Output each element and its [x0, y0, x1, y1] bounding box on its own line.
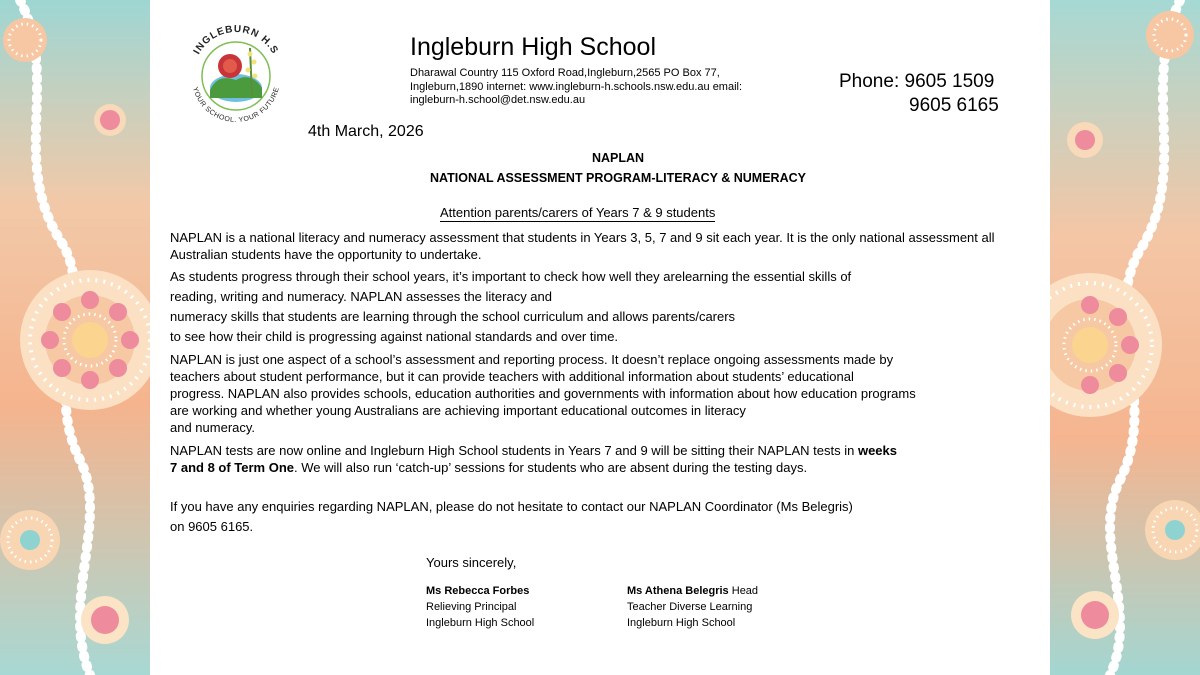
paragraph-assessment-line-3: progress. NAPLAN also provides schools, education authorities and governments with information about how education programs [170, 386, 916, 401]
phone-number-1: Phone: 9605 1509 [839, 71, 995, 92]
signature-block-head-teacher [627, 583, 758, 631]
letter-heading-naplan: NAPLAN [591, 151, 645, 165]
paragraph-progress-line-3: numeracy skills that students are learning through the school curriculum and allows parents/carers [170, 309, 736, 324]
attention-line: Attention parents/carers of Years 7 & 9 students [440, 205, 716, 220]
signatory-2-role-part-2: Teacher Diverse Learning [627, 601, 753, 613]
signatory-2-school: Ingleburn High School [627, 617, 736, 629]
signatory-2-name: Ms Athena Belegris [627, 585, 729, 597]
paragraph-progress-line-2: reading, writing and numeracy. NAPLAN assesses the literacy and [170, 289, 553, 304]
paragraph-assessment-line-4: are working and whether young Australians are achieving important educational outcomes in literacy [170, 403, 746, 418]
school-crest-icon [180, 18, 292, 130]
closing-salutation: Yours sincerely, [426, 555, 517, 570]
paragraph-assessment-line-1: NAPLAN is just one aspect of a school’s assessment and reporting process. It doesn’t replace ongoing assessments made by [170, 352, 894, 367]
left-border-artwork [0, 0, 150, 675]
letter-heading-program: NATIONAL ASSESSMENT PROGRAM-LITERACY & NUMERACY [430, 171, 806, 185]
signature-block-principal [426, 583, 534, 631]
school-logo [180, 18, 292, 130]
left-decorative-border [0, 0, 150, 675]
paragraph-tests-line-1 [170, 443, 897, 458]
paragraph-assessment-line-2: teachers about student performance, but it can provide teachers with additional information about students’ educational [170, 369, 854, 384]
paragraph-progress-line-4: to see how their child is progressing against national standards and over time. [170, 329, 619, 344]
tests-line-2-bold: 7 and 8 of Term One [170, 460, 295, 475]
right-decorative-border [1050, 0, 1200, 675]
tests-line-1-text: NAPLAN tests are now online and Ingleburn High School students in Years 7 and 9 will be sitting their NAPLAN tests in [170, 443, 858, 458]
signatory-1-name: Ms Rebecca Forbes [426, 585, 530, 597]
signatory-2-role-part-1: Head [728, 585, 759, 597]
paragraph-progress-line-1: As students progress through their school years, it’s important to check how well they arelearning the essential skills of [170, 269, 852, 284]
logo-bottom-text: YOUR SCHOOL. YOUR FUTURE [191, 86, 281, 125]
paragraph-intro: NAPLAN is a national literacy and numeracy assessment that students in Years 3, 5, 7 and 9 sit each year. It is the only national assessment all Australian students have the opportunity to undertake. [170, 230, 995, 262]
paragraph-enquiries-line-2: on 9605 6165. [170, 519, 254, 534]
paragraph-tests-line-2 [170, 460, 807, 475]
signatory-1-school: Ingleburn High School [426, 617, 535, 629]
tests-line-2-text: . We will also run ‘catch-up’ sessions for students who are absent during the testing days. [294, 460, 808, 475]
letter-date: 4th March, 2026 [308, 123, 424, 140]
school-name: Ingleburn High School [410, 33, 656, 61]
paragraph-assessment-line-5: and numeracy. [170, 420, 256, 435]
school-address: Dharawal Country 115 Oxford Road,Ingleburn,2565 PO Box 77, Ingleburn,1890 internet: www.ingleburn-h.schools.nsw.edu.au email: ingleburn-h.school@det.nsw.edu.au [410, 67, 743, 106]
logo-top-text: INGLEBURN H.S [191, 23, 281, 57]
signatory-1-role: Relieving Principal [426, 601, 517, 613]
right-border-artwork [1050, 0, 1200, 675]
paragraph-enquiries-line-1: If you have any enquiries regarding NAPLAN, please do not hesitate to contact our NAPLAN Coordinator (Ms Belegris) [170, 499, 853, 514]
phone-number-2: 9605 6165 [909, 95, 999, 116]
tests-line-1-bold: weeks [857, 443, 897, 458]
